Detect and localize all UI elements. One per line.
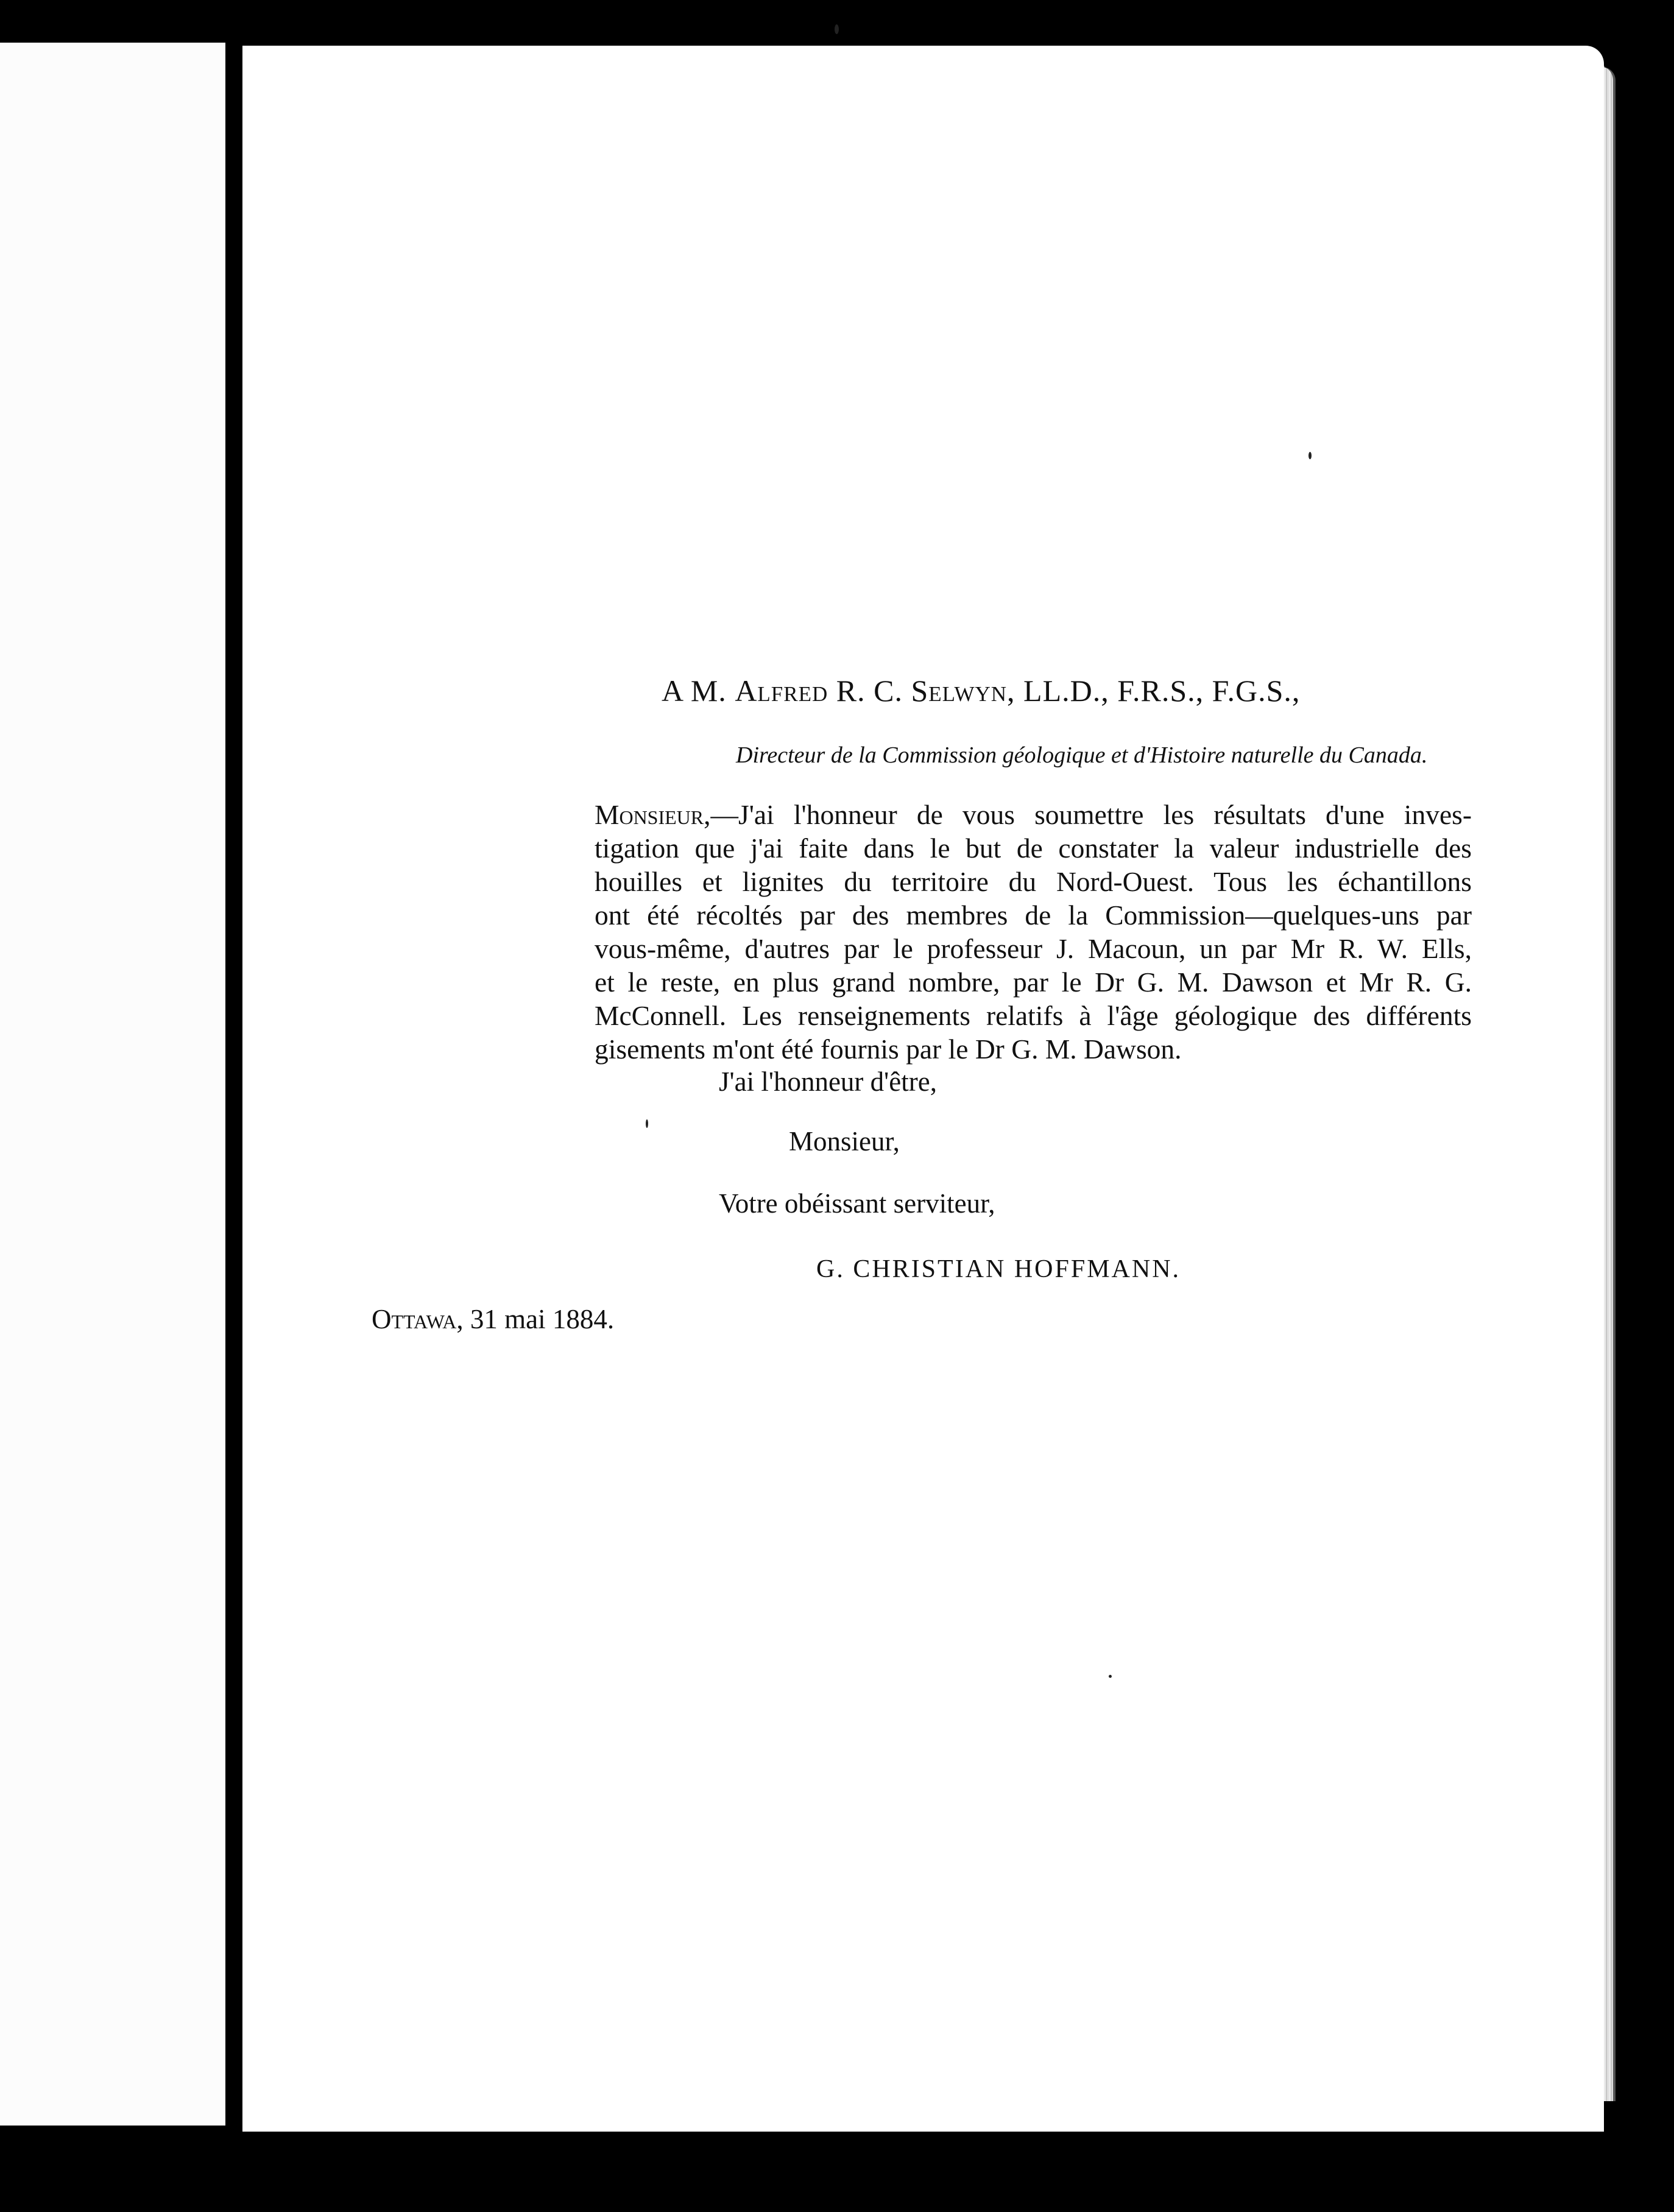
body-line: et le reste, en plus grand nombre, par le Dr G. M. Dawson et Mr R. G. xyxy=(595,967,1472,998)
letter-body xyxy=(595,798,1472,1066)
salutation-word: Monsieur, xyxy=(595,799,711,830)
body-line: houilles et lignites du territoire du Nord-Ouest. Tous les échantillons xyxy=(595,866,1472,897)
addressee-prefix: A M. xyxy=(662,674,735,708)
closing-servant: Votre obéissant serviteur, xyxy=(719,1188,995,1219)
addressee-surname: Selwyn xyxy=(911,674,1008,708)
closing-honour: J'ai l'honneur d'être, xyxy=(719,1066,937,1097)
body-line-text: —J'ai l'honneur de vous soumettre les résultats d'une inves- xyxy=(710,799,1472,830)
place-date xyxy=(372,1303,614,1335)
scan-speck xyxy=(1109,1675,1112,1678)
body-line: McConnell. Les renseignements relatifs à l'âge géologique des différents xyxy=(595,1000,1472,1031)
body-line: vous-même, d'autres par le professeur J. Macoun, un par Mr R. W. Ells, xyxy=(595,933,1472,964)
date: , 31 mai 1884. xyxy=(456,1304,615,1334)
scan-speck xyxy=(1308,452,1312,459)
left-facing-page xyxy=(0,43,227,2126)
addressee-degrees: , LL.D., F.R.S., F.G.S., xyxy=(1007,674,1301,708)
addressee-title: Directeur de la Commission géologique et d'Histoire naturelle du Canada. xyxy=(736,742,1428,768)
addressee-initials: R. C. xyxy=(828,674,911,708)
addressee-name: Alfred xyxy=(735,674,828,708)
body-line: tigation que j'ai faite dans le but de constater la valeur industrielle des xyxy=(595,833,1472,864)
body-line: gisements m'ont été fournis par le Dr G. M. Dawson. xyxy=(595,1034,1182,1065)
body-line: ont été récoltés par des membres de la Commission—quelques-uns par xyxy=(595,900,1472,931)
scan-speck xyxy=(646,1119,648,1128)
body-line xyxy=(595,798,1472,831)
signature: G. CHRISTIAN HOFFMANN. xyxy=(816,1255,1181,1283)
book-binding xyxy=(225,37,242,2132)
addressee-line xyxy=(662,673,1300,708)
scan-speck xyxy=(835,24,839,34)
place: Ottawa xyxy=(372,1304,457,1334)
closing-monsieur: Monsieur, xyxy=(789,1126,900,1157)
